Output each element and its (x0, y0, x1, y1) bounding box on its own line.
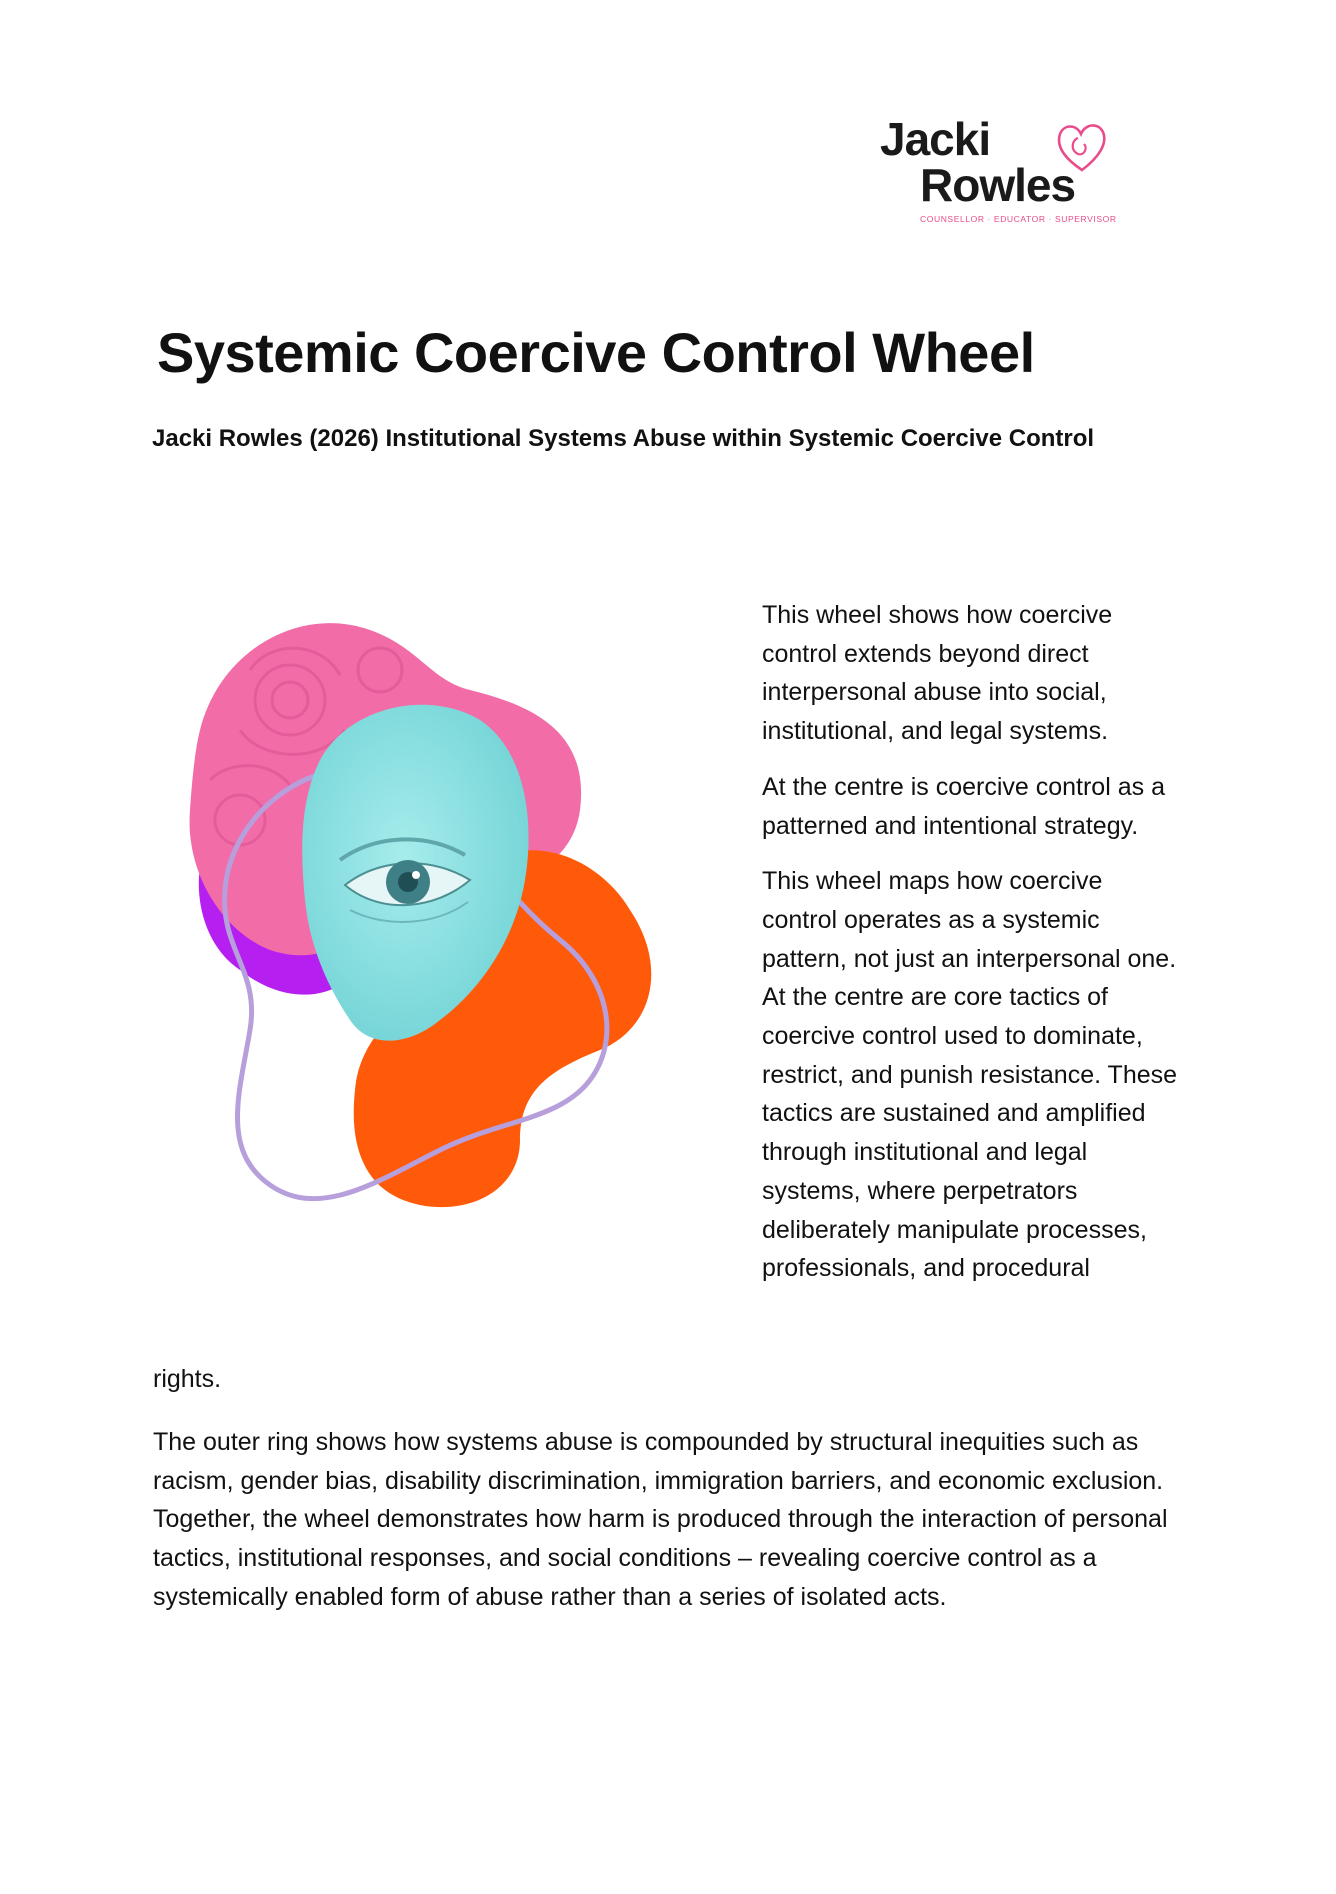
paragraph-systemic-pattern-end: rights. (153, 1365, 222, 1393)
paragraph-outer-ring: The outer ring shows how systems abuse is compounded by structural inequities such as racism, gender bias, disability discrimination, immigration barriers, and economic exclusion. Together, the wheel demonstrates how harm is produced through the interaction of personal tactics, institutional responses, and social conditions – revealing coercive control as a systemically enabled form of abuse rather than a series of isolated acts. (153, 1428, 1168, 1611)
page-title: Systemic Coercive Control Wheel (157, 321, 1035, 384)
intro-column (762, 596, 1182, 1305)
logo-word-last: Rowles (920, 159, 1076, 211)
paragraph-overview: This wheel shows how coercive control extends beyond direct interpersonal abuse into social, institutional, and legal systems. (762, 601, 1113, 746)
abstract-eye-illustration (180, 610, 720, 1250)
logo-tagline: COUNSELLOR · EDUCATOR · SUPERVISOR (920, 214, 1117, 224)
page-subtitle: Jacki Rowles (2026) Institutional Systems Abuse within Systemic Coercive Control (152, 425, 1095, 452)
paragraph-systemic-pattern: This wheel maps how coercive control operates as a systemic pattern, not just an interpersonal one. At the centre are core tactics of coercive control used to dominate, restrict, and punish resistance. These tactics are sustained and amplified through institutional and legal systems, where perpetrators deliberately manipulate processes, professionals, and procedural (762, 867, 1178, 1283)
logo-word-first: Jacki (880, 113, 991, 165)
heart-icon (1054, 118, 1110, 176)
paragraph-centre: At the centre is coercive control as a patterned and intentional strategy. (762, 772, 1165, 840)
brand-logo (876, 113, 1176, 226)
